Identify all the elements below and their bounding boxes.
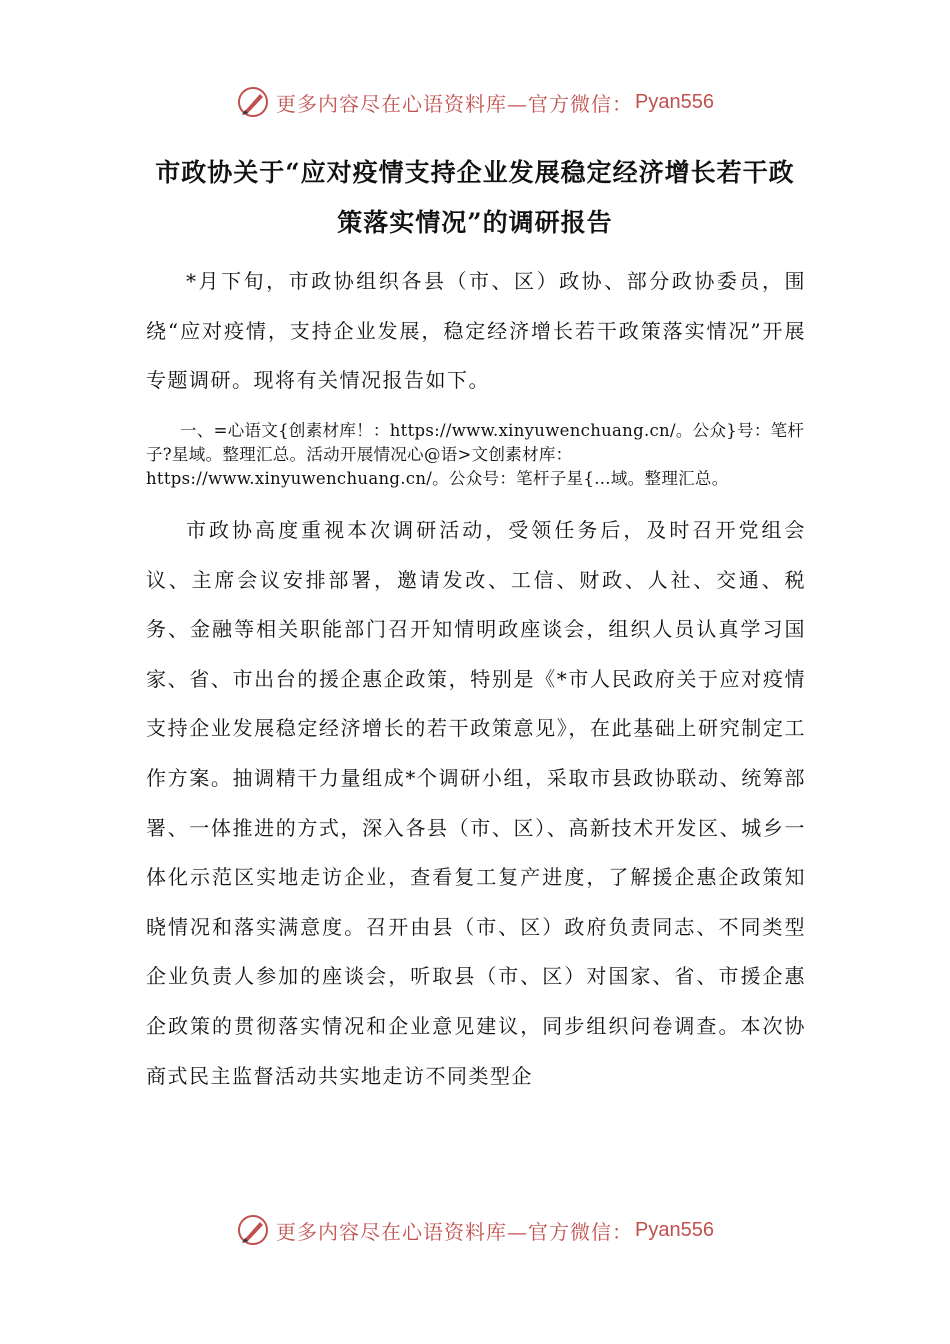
body-paragraph: 市政协高度重视本次调研活动，受领任务后，及时召开党组会议、主席会议安排部署，邀请发改、工信、财政、人社、交通、税务、金融等相关职能部门召开知情明政座谈会，组织人员认真学习国家、省、市出台的援企惠企政策，特别是《*市人民政府关于应对疫情支持企业发展稳定经济增长的若干政策意见》，在此基础上研究制定工作方案。抽调精干力量组成*个调研小组，采取市县政协联动、统筹部署、一体推进的方式，深入各县（市、区）、高新技术开发区、城乡一体化示范区实地走访企业，查看复工复产进度，了解援企惠企政策知晓情况和落实满意度。召开由县（市、区）政府负责同志、不同类型企业负责人参加的座谈会，听取县（市、区）对国家、省、市援企惠企政策的贯彻落实情况和企业意见建议，同步组织问卷调查。本次协商式民主监督活动共实地走访不同类型企 — [146, 518, 806, 1088]
document-title-line-1: 市政协关于“应对疫情支持企业发展稳定经济增长若干政 — [155, 158, 795, 187]
section-heading-paragraph: 一、=心语文{创素材库！：https://www.xinyuwenchuang.cn/。公众}号：笔杆子?星域。整理汇总。活动开展情况心@语>文创素材库：https://www.xinyuwenchuang.cn/。公众号：笔杆子星{…域。整理汇总。 — [146, 421, 805, 488]
pen-logo-icon — [236, 1213, 270, 1247]
banner-wechat-id: Pyan556 — [635, 90, 714, 113]
footer-banner — [0, 1210, 950, 1250]
document-title-line-2: 策落实情况”的调研报告 — [337, 208, 613, 237]
header-banner — [0, 82, 950, 122]
intro-paragraph: *月下旬，市政协组织各县（市、区）政协、部分政协委员，围绕“应对疫情，支持企业发展，稳定经济增长若干政策落实情况”开展专题调研。现将有关情况报告如下。 — [146, 269, 806, 393]
banner-wechat-id: Pyan556 — [635, 1218, 714, 1241]
banner-text: 更多内容尽在心语资料库—官方微信： — [276, 91, 634, 116]
banner-text: 更多内容尽在心语资料库—官方微信： — [276, 1219, 634, 1244]
pen-logo-icon — [236, 85, 270, 119]
